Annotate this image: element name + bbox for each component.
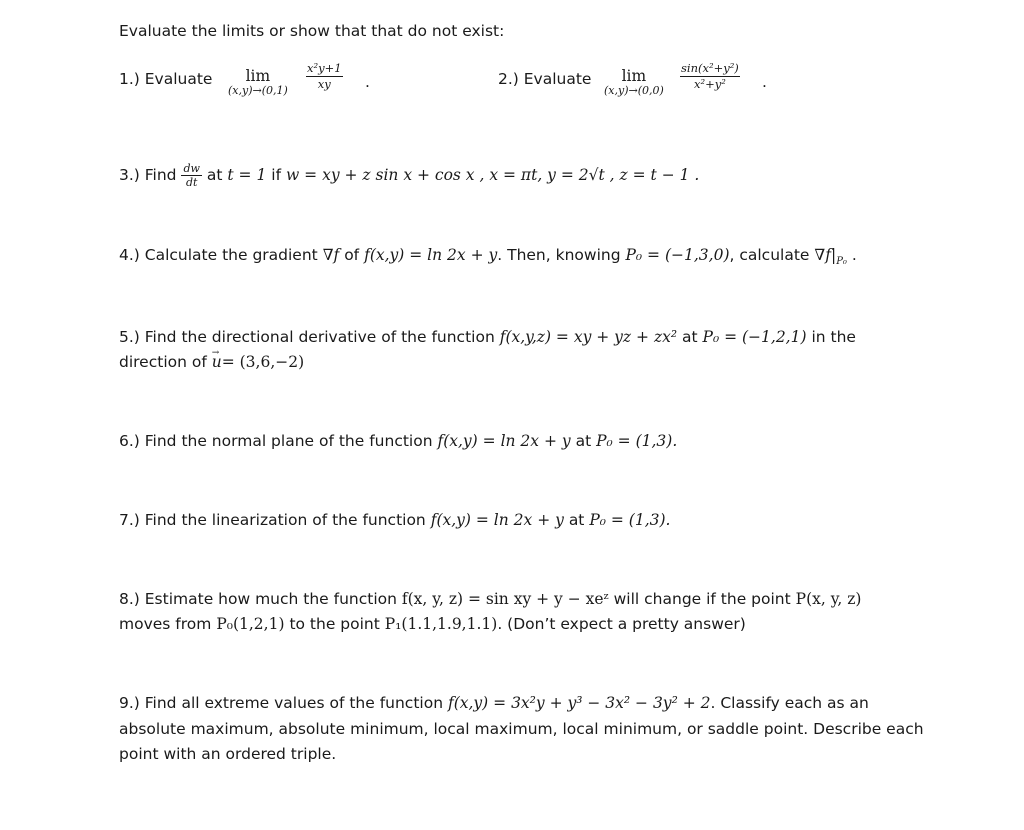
problem-4 (119, 245, 857, 272)
problem-5-line-1 (119, 327, 856, 347)
problem-6 (119, 431, 677, 451)
problem-4-function: f(x,y) = ln 2x + y (364, 246, 498, 264)
problem-7-point: P₀ = (1,3). (589, 511, 671, 529)
problem-1-limit (228, 68, 288, 97)
gradient-at-point: ∇f| (814, 246, 837, 264)
fraction-denominator: xy (317, 77, 331, 91)
problem-8-text-change: will change if the point (613, 590, 791, 608)
problem-7-text-at: at (568, 511, 585, 529)
problem-9-function: f(x,y) = 3x²y + y³ − 3x² − 3y² + 2 (447, 694, 711, 712)
direction-vector-value: = (3,6,−2) (221, 353, 305, 371)
problem-8-text: 8.) Estimate how much the function (119, 590, 397, 608)
limit-word: lim (621, 67, 647, 85)
problem-3-condition: t = 1 (227, 166, 267, 184)
derivative-fraction (181, 162, 201, 189)
problem-2-period: . (762, 73, 767, 91)
problem-5-text-direction: direction of (119, 353, 207, 371)
problem-4-point: P₀ = (−1,3,0) (625, 246, 730, 264)
fraction-numerator: x²y+1 (307, 61, 342, 75)
problem-8-point: P(x, y, z) (795, 590, 862, 608)
limit-word: lim (245, 67, 271, 85)
problem-7-function: f(x,y) = ln 2x + y (430, 511, 564, 529)
problem-1-label: 1.) Evaluate (119, 70, 213, 88)
problem-4-text-calc: , calculate (729, 246, 810, 264)
problem-5-text-inthe: in the (811, 328, 856, 346)
direction-vector: → u (212, 352, 222, 372)
fraction-denominator: dt (185, 176, 198, 189)
problem-9-line-1 (119, 693, 869, 713)
gradient-symbol: ∇f (322, 246, 340, 264)
problem-6-text-at: at (575, 432, 592, 450)
problem-8-line-1 (119, 589, 861, 609)
problem-5-text: 5.) Find the directional derivative of the function (119, 328, 495, 346)
fraction-numerator: sin(x²+y²) (681, 61, 739, 75)
problem-5-text-at: at (682, 328, 698, 346)
limit-approach: (x,y)→(0,0) (604, 84, 664, 97)
problem-6-point: P₀ = (1,3). (596, 432, 678, 450)
problem-8-line-2 (119, 614, 746, 634)
problem-8-note: . (Don’t expect a pretty answer) (497, 615, 746, 633)
problem-2-fraction (680, 61, 740, 92)
problem-3-text-at: at (206, 166, 223, 184)
problem-9-line-2: absolute maximum, absolute minimum, local maximum, local minimum, or saddle point. Describe each (119, 720, 924, 738)
problem-9-text: 9.) Find all extreme values of the function (119, 694, 444, 712)
problem-6-text: 6.) Find the normal plane of the function (119, 432, 433, 450)
problem-3-equations: w = xy + z sin x + cos x , x = πt, y = 2√t , z = t − 1 . (285, 166, 700, 184)
gradient-subscript: P₀ (836, 256, 847, 268)
problem-6-function: f(x,y) = ln 2x + y (437, 432, 571, 450)
fraction-denominator: x²+y² (693, 77, 726, 91)
page-heading: Evaluate the limits or show that that do not exist: (119, 22, 505, 40)
problem-8-start-point: P₀(1,2,1) (216, 615, 285, 633)
problem-4-period: . (851, 246, 857, 264)
problem-5-line-2 (119, 352, 304, 372)
problem-3-text-if: if (271, 166, 282, 184)
problem-5-point: P₀ = (−1,2,1) (702, 328, 807, 346)
problem-5-function: f(x,y,z) = xy + yz + zx² (499, 328, 678, 346)
problem-2-limit (604, 68, 664, 97)
problem-2-label: 2.) Evaluate (498, 70, 592, 88)
problem-3 (119, 162, 699, 189)
fraction-numerator: dw (183, 162, 200, 175)
problem-8-text-to: to the point (289, 615, 380, 633)
problem-9-text-classify: . Classify each as an (710, 694, 869, 712)
problem-8-function: f(x, y, z) = sin xy + y − xeᶻ (401, 590, 609, 608)
problem-3-label: 3.) Find (119, 166, 177, 184)
problem-7 (119, 510, 670, 530)
problem-4-text-then: . Then, knowing (497, 246, 621, 264)
limit-approach: (x,y)→(0,1) (228, 84, 288, 97)
problem-8-text-moves: moves from (119, 615, 212, 633)
problem-4-text: 4.) Calculate the gradient (119, 246, 318, 264)
problem-1-fraction (306, 61, 343, 92)
problem-1-period: . (365, 73, 370, 91)
problem-4-text-of: of (344, 246, 360, 264)
problem-8-end-point: P₁(1.1,1.9,1.1) (384, 615, 498, 633)
problem-7-text: 7.) Find the linearization of the function (119, 511, 426, 529)
problem-9-line-3: point with an ordered triple. (119, 745, 337, 763)
